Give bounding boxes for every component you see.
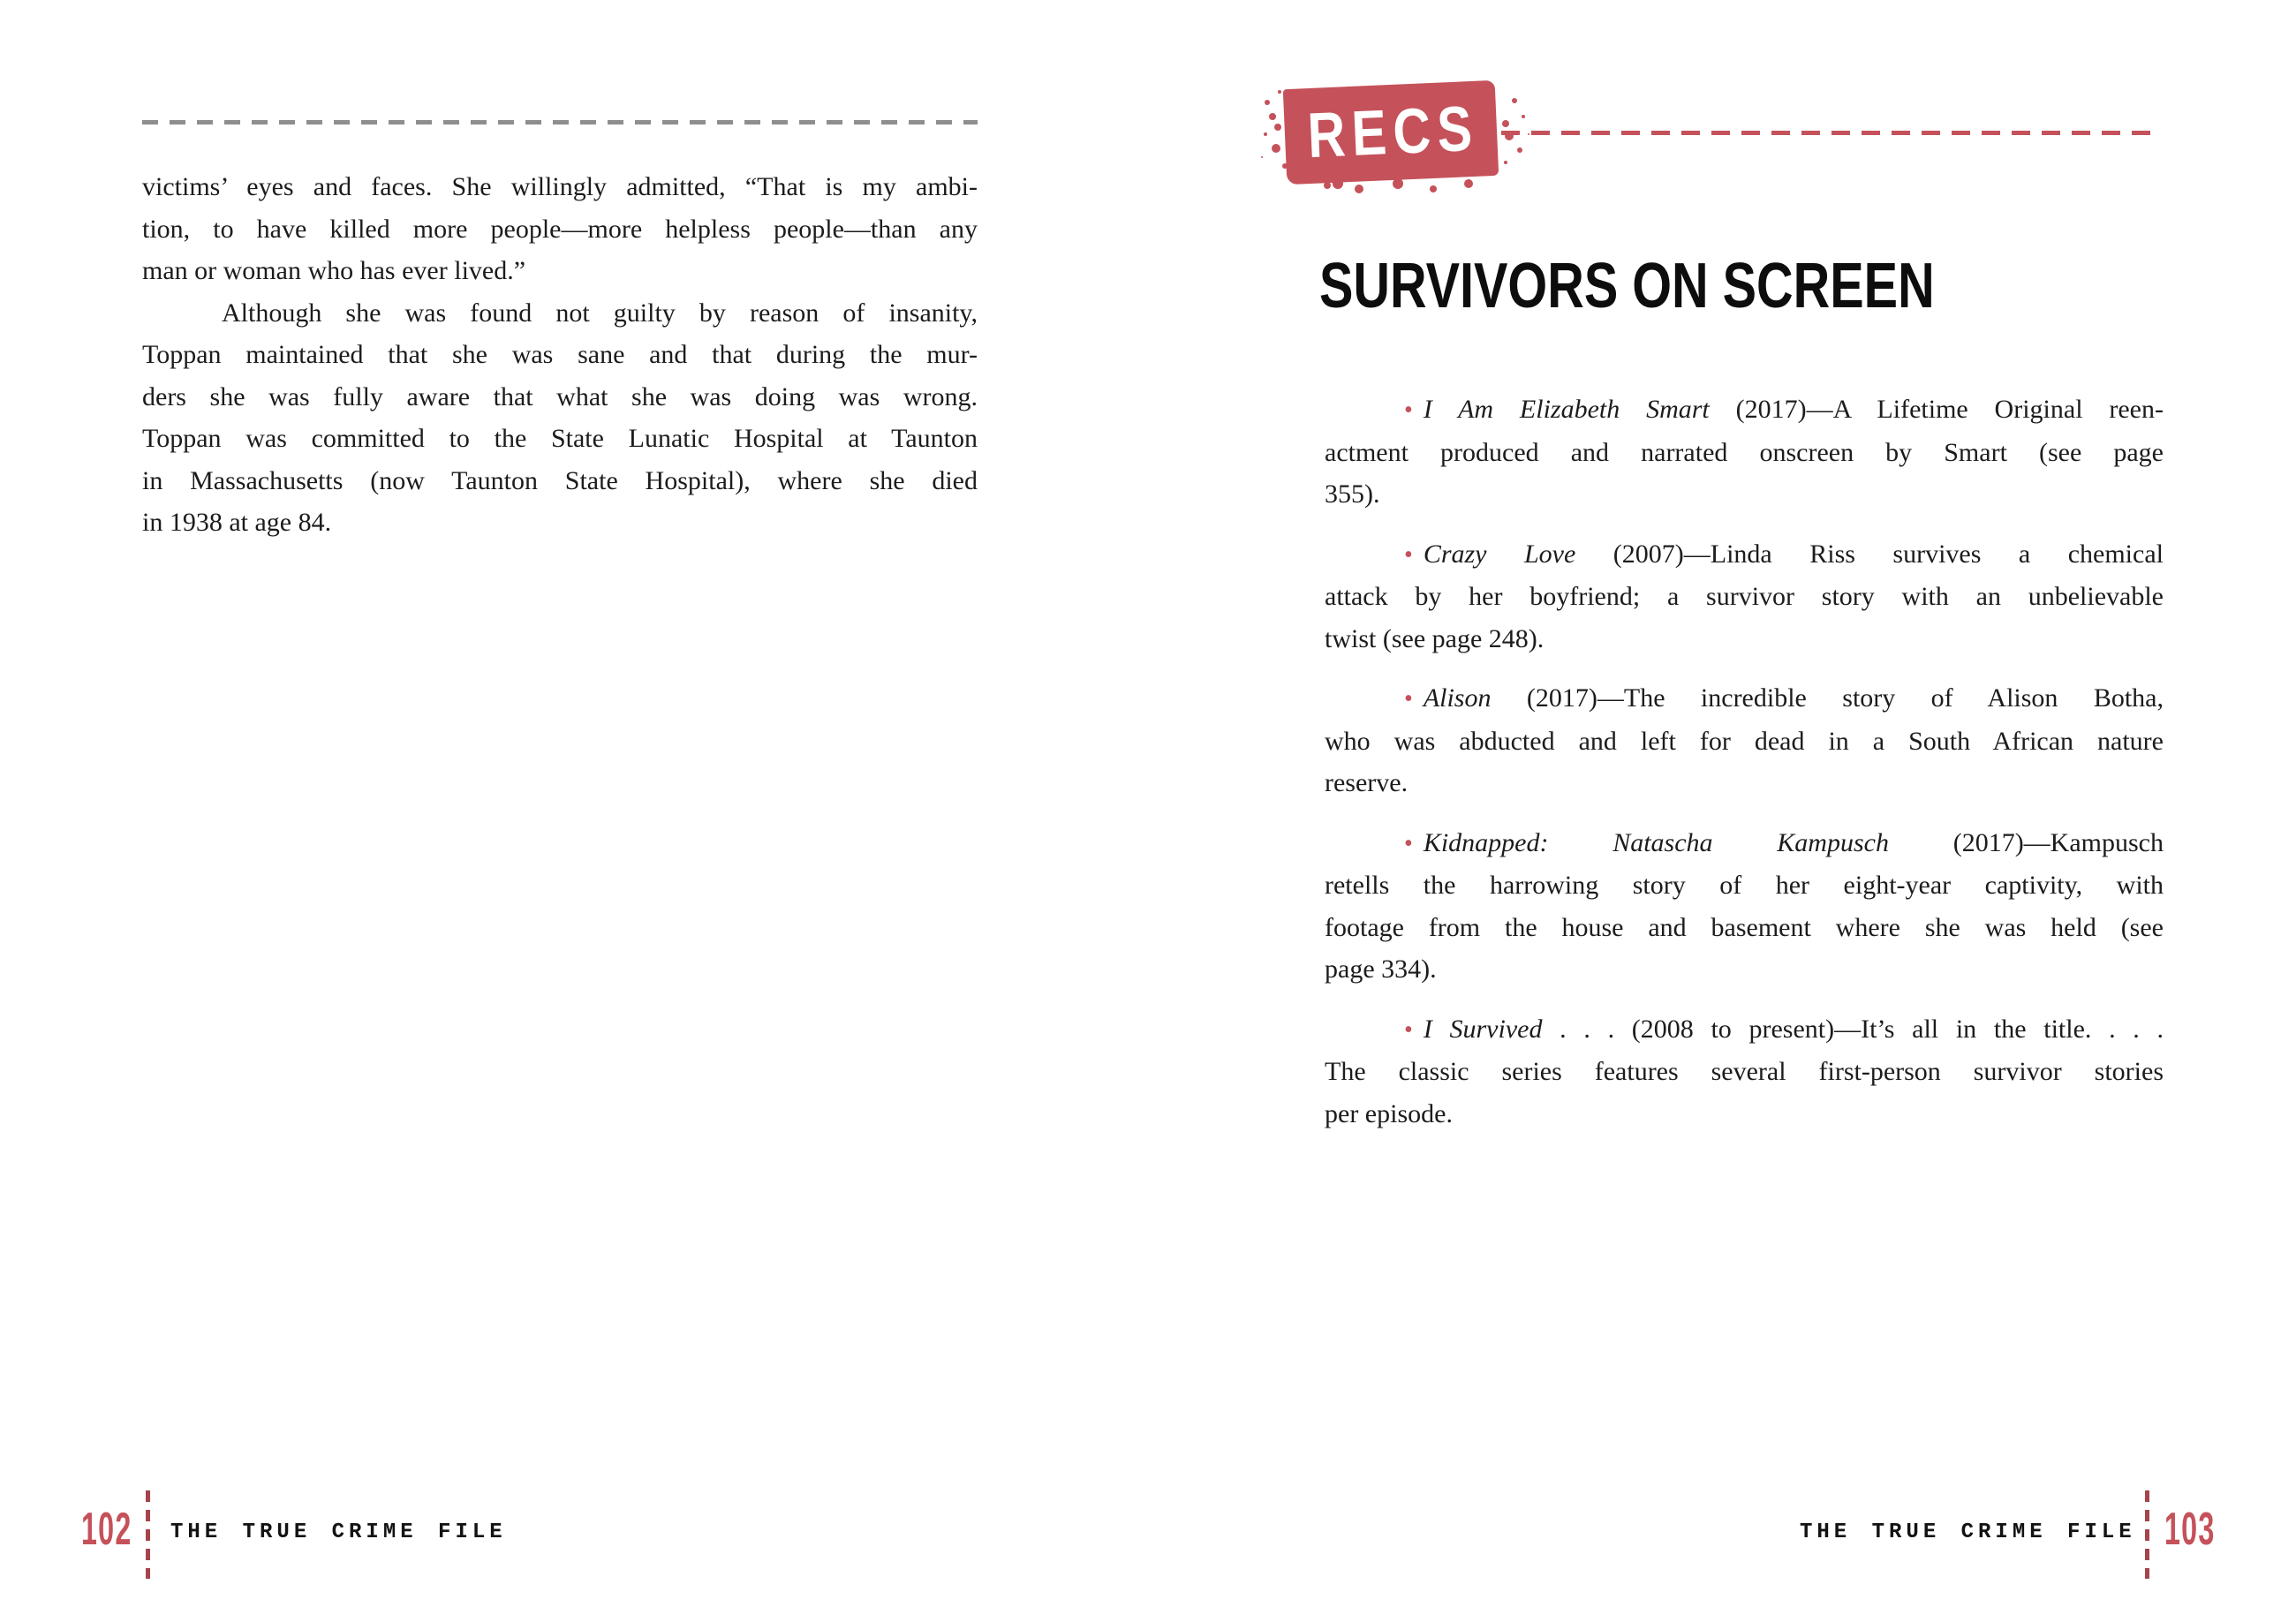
title-italic: I Am Elizabeth Smart xyxy=(1423,395,1710,424)
text-line: • Crazy Love (2007)—Linda Riss survives a chemical xyxy=(1404,539,2164,569)
text-line: 355). xyxy=(1325,479,1380,509)
footer-dashed-divider-right xyxy=(2145,1490,2149,1579)
footer-dashed-divider-left xyxy=(146,1490,150,1579)
text-line: Toppan maintained that she was sane and that during the mur- xyxy=(142,340,978,369)
page-number-left: 102 xyxy=(81,1504,132,1555)
top-dashed-rule-left xyxy=(142,120,978,124)
paragraph xyxy=(142,292,978,544)
text-line: • I Am Elizabeth Smart (2017)—A Lifetime Original reen- xyxy=(1404,395,2164,424)
text-line: retells the harrowing story of her eight-year captivity, with xyxy=(1325,871,2164,900)
bullet-marker: • xyxy=(1404,396,1413,424)
text-line: ders she was fully aware that what she was doing was wrong. xyxy=(142,381,978,411)
text-line: tion, to have killed more people—more helpless people—than any xyxy=(142,214,978,244)
paragraph xyxy=(142,166,978,292)
paragraph xyxy=(1325,1008,2164,1135)
running-title-left: THE TRUE CRIME FILE xyxy=(170,1520,507,1544)
paint-splatter-icon xyxy=(1502,120,1509,127)
page-number-right: 103 xyxy=(2164,1504,2216,1555)
text-line: who was abducted and left for dead in a South African nature xyxy=(1325,726,2164,756)
text-line: in 1938 at age 84. xyxy=(142,508,332,537)
text-line: • I Survived . . . (2008 to present)—It’s all in the title. . . . xyxy=(1404,1014,2164,1044)
text-line: • Alison (2017)—The incredible story of Alison Botha, xyxy=(1404,683,2164,713)
paragraph xyxy=(1325,389,2164,516)
recs-badge-label: RECS xyxy=(1306,93,1480,172)
text-line: per episode. xyxy=(1325,1098,1453,1128)
bullet-marker: • xyxy=(1404,1015,1413,1044)
header-dashed-rule-right xyxy=(1501,131,2159,135)
text-line: twist (see page 248). xyxy=(1325,623,1545,653)
title-italic: I Survived xyxy=(1423,1014,1543,1044)
recs-badge xyxy=(1262,78,1527,192)
text-line: man or woman who has ever lived.” xyxy=(142,256,526,285)
text-line: victims’ eyes and faces. She willingly admitted, “That is my ambi- xyxy=(142,172,978,201)
text-line: footage from the house and basement where she was held (see xyxy=(1325,912,2164,942)
text-line: reserve. xyxy=(1325,768,1409,797)
text-line: The classic series features several first-person survivor stories xyxy=(1325,1057,2164,1086)
paragraph xyxy=(1325,822,2164,991)
paragraph xyxy=(1325,677,2164,804)
paragraph xyxy=(1325,533,2164,660)
text-line: Toppan was committed to the State Lunatic Hospital at Taunton xyxy=(142,424,978,453)
text-line: • Kidnapped: Natascha Kampusch (2017)—Kampusch xyxy=(1404,827,2164,857)
text-line: in Massachusetts (now Taunton State Hospital), where she died xyxy=(142,465,978,495)
left-body-text xyxy=(142,166,978,544)
recs-badge-rect xyxy=(1283,80,1499,185)
running-title-right: THE TRUE CRIME FILE xyxy=(1800,1520,2136,1544)
text-line: page 334). xyxy=(1325,954,1437,984)
paint-splatter-icon xyxy=(1274,124,1281,131)
section-heading: SURVIVORS ON SCREEN xyxy=(1319,251,1935,321)
recs-list xyxy=(1325,389,2164,1152)
bullet-marker: • xyxy=(1404,540,1413,569)
text-line: actment produced and narrated onscreen by Smart (see page xyxy=(1325,437,2164,467)
title-italic: Kidnapped: Natascha Kampusch xyxy=(1423,827,1889,857)
text-line: Although she was found not guilty by reason of insanity, xyxy=(222,298,978,328)
title-italic: Crazy Love xyxy=(1423,539,1576,569)
title-italic: Alison xyxy=(1423,683,1492,713)
bullet-marker: • xyxy=(1404,829,1413,857)
text-line: attack by her boyfriend; a survivor story with an unbelievable xyxy=(1325,582,2164,611)
bullet-marker: • xyxy=(1404,685,1413,713)
